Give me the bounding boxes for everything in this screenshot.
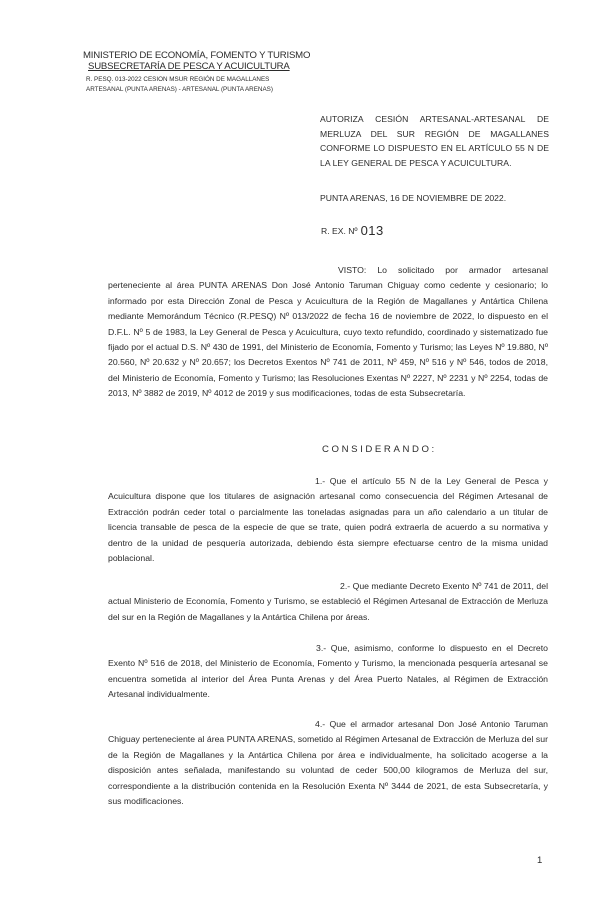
- reference-line-2: ARTESANAL (PUNTA ARENAS) - ARTESANAL (PUNTA ARENAS): [86, 86, 273, 93]
- subsecretaria-name: SUBSECRETARÍA DE PESCA Y ACUICULTURA: [88, 61, 290, 72]
- letterhead: [83, 50, 323, 95]
- visto-paragraph: VISTO: Lo solicitado por armador artesanal perteneciente al área PUNTA ARENAS Don José Antonio Taruman Chiguay como cedente y cesionario; lo informado por esta Dirección Zonal de Pesca y Acuicultura de la Región de Magallanes y Antártica Chilena mediante Memorándum Técnico (R.PESQ) Nº 013/2022 de fecha 16 de noviembre de 2022, lo dispuesto en el D.F.L. Nº 5 de 1983, la Ley General de Pesca y Acuicultura, cuyo texto refundido, coordinado y sistematizado fue fijado por el actual D.S. Nº 430 de 1991, del Ministerio de Economía, Fomento y Turismo; las Leyes Nº 19.880, Nº 20.560, Nº 20.632 y Nº 20.657; los Decretos Exentos Nº 741 de 2011, Nº 459, Nº 516 y Nº 546, todos de 2018, del Ministerio de Economía, Fomento y Turismo; las Resoluciones Exentas Nº 2227, Nº 2231 y Nº 2254, todas de 2013, Nº 3882 de 2019, Nº 4012 de 2019 y sus modificaciones, todas de esta Subsecretaría.: [108, 265, 548, 399]
- resolution-label: R. EX. Nº: [321, 226, 358, 236]
- considerando-paragraph-4: 4.- Que el armador artesanal Don José Antonio Taruman Chiguay perteneciente al área PUNTA ARENAS, sometido al Régimen Artesanal de Extracción de Merluza del sur de la Región de Magallanes y la Antártica Chilena por área e individualmente, ha solicitado acogerse a la disposición antes señalada, manifestando su voluntad de ceder 500,00 kilogramos de Merluza del sur, correspondiente a la distribución contenida en la Resolución Exenta Nº 3444 de 2021, de esta Subsecretaría, y sus modificaciones.: [108, 719, 548, 807]
- reference-line-1: R. PESQ. 013-2022 CESION MSUR REGIÓN DE MAGALLANES: [86, 76, 270, 83]
- page-number: 1: [537, 855, 543, 866]
- considerando-paragraph-2: 2.- Que mediante Decreto Exento Nº 741 de 2011, del actual Ministerio de Economía, Fomento y Turismo, se estableció el Régimen Artesanal de Extracción de Merluza del sur en la Región de Magallanes y la Antártica Chilena por áreas.: [108, 581, 548, 622]
- resolution-subject: AUTORIZA CESIÓN ARTESANAL-ARTESANAL DE MERLUZA DEL SUR REGIÓN DE MAGALLANES CONFORME LO DISPUESTO EN EL ARTÍCULO 55 N DE LA LEY GENERAL DE PESCA Y ACUICULTURA.: [320, 114, 549, 168]
- place-date: PUNTA ARENAS, 16 DE NOVIEMBRE DE 2022.: [320, 193, 507, 203]
- resolution-number: [321, 223, 384, 238]
- considerando-heading: CONSIDERANDO:: [322, 444, 437, 455]
- considerando-paragraph-1: 1.- Que el artículo 55 N de la Ley General de Pesca y Acuicultura dispone que los titulares de asignación artesanal como consecuencia del Régimen Artesanal de Extracción podrán ceder total o parcialmente las toneladas asignadas para un año calendario a un titular de licencia transable de pesca de la especie de que se trate, quien podrá extraerla de acuerdo a su normativa y dentro de la unidad de pesquería autorizada, debiendo ésta siempre efectuarse centro de la misma unidad poblacional.: [108, 476, 548, 564]
- considerando-paragraph-3: 3.- Que, asimismo, conforme lo dispuesto en el Decreto Exento Nº 516 de 2018, del Ministerio de Economía, Fomento y Turismo, la mencionada pesquería artesanal se encuentra sometida al interior del Área Punta Arenas y del Área Puerto Natales, al Régimen de Extracción Artesanal individualmente.: [108, 643, 548, 700]
- ministry-name: MINISTERIO DE ECONOMÍA, FOMENTO Y TURISMO: [83, 50, 311, 61]
- resolution-number-value: 013: [360, 223, 384, 238]
